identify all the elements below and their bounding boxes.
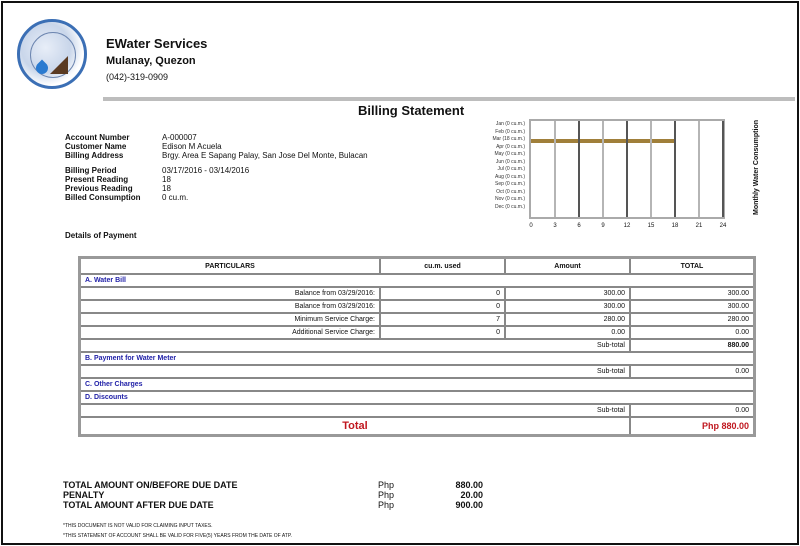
chart-category-label: Sep (0 cu.m.) bbox=[494, 181, 525, 187]
info-value: Edison M Acuela bbox=[162, 142, 222, 151]
chart-category-label: Oct (0 cu.m.) bbox=[496, 188, 525, 195]
header-particulars: PARTICULARS bbox=[80, 258, 381, 275]
details-of-payment-label: Details of Payment bbox=[65, 231, 137, 240]
cell-particular: Balance from 03/29/2016: bbox=[80, 300, 381, 313]
chart-category-label: Jan (0 cu.m.) bbox=[495, 121, 525, 127]
note-line: *THIS STATEMENT OF ACCOUNT SHALL BE VALID FOR FIVE(5) YEARS FROM THE DATE OF ATP. bbox=[63, 533, 292, 539]
section-row bbox=[80, 352, 755, 365]
chart-category-label: May (0 cu.m.) bbox=[494, 151, 525, 157]
chart-x-tick-label: 0 bbox=[529, 223, 533, 229]
subtotal-row bbox=[80, 365, 755, 378]
header-amount: Amount bbox=[505, 258, 630, 275]
section-other-charges: C. Other Charges bbox=[80, 378, 755, 391]
info-row bbox=[65, 133, 368, 142]
chart-gridline bbox=[698, 121, 700, 217]
cell-used: 0 bbox=[380, 287, 505, 300]
info-label: Account Number bbox=[65, 133, 130, 142]
section-row bbox=[80, 274, 755, 287]
chart-category-label: Jul (0 cu.m.) bbox=[497, 166, 525, 172]
chart-gridline bbox=[554, 121, 556, 217]
cell-total: 300.00 bbox=[630, 300, 755, 313]
chart-x-tick-label: 24 bbox=[719, 223, 727, 229]
company-address: Mulanay, Quezon bbox=[106, 55, 196, 67]
summary-row bbox=[63, 490, 483, 500]
info-row bbox=[65, 193, 368, 202]
info-value: A-000007 bbox=[162, 133, 197, 142]
summary-currency: Php bbox=[378, 500, 395, 510]
chart-x-tick-label: 9 bbox=[601, 223, 605, 229]
chart-x-tick-label: 15 bbox=[647, 223, 655, 229]
section-row bbox=[80, 378, 755, 391]
chart-x-tick-label: 18 bbox=[671, 223, 679, 229]
cell-used: 0 bbox=[380, 326, 505, 339]
info-label: Billing Period bbox=[65, 166, 117, 175]
chart-category-label: Apr (0 cu.m.) bbox=[496, 143, 525, 150]
subtotal-value: 0.00 bbox=[630, 365, 755, 378]
info-row bbox=[65, 184, 368, 193]
chart-gridline bbox=[674, 121, 676, 217]
summary-amount: 20.00 bbox=[460, 490, 483, 500]
summary-amount: 880.00 bbox=[455, 480, 483, 490]
info-value: 03/17/2016 - 03/14/2016 bbox=[162, 166, 250, 175]
cell-amount: 280.00 bbox=[505, 313, 630, 326]
header-total: TOTAL bbox=[630, 258, 755, 275]
cell-amount: 0.00 bbox=[505, 326, 630, 339]
info-label: Billing Address bbox=[65, 151, 124, 160]
header-cum-used: cu.m. used bbox=[380, 258, 505, 275]
subtotal-label: Sub-total bbox=[80, 339, 631, 352]
cell-total: 300.00 bbox=[630, 287, 755, 300]
page-title: Billing Statement bbox=[358, 103, 465, 118]
company-name: EWater Services bbox=[106, 36, 208, 51]
footer-notes bbox=[63, 521, 292, 541]
info-value: 0 cu.m. bbox=[162, 193, 189, 202]
cell-particular: Additional Service Charge: bbox=[80, 326, 381, 339]
subtotal-value: 0.00 bbox=[630, 404, 755, 417]
chart-x-tick-label: 3 bbox=[553, 223, 557, 229]
total-label: Total bbox=[80, 417, 631, 436]
chart-category-label: Aug (0 cu.m.) bbox=[494, 173, 525, 180]
table-row bbox=[80, 300, 755, 313]
table-header-row bbox=[80, 258, 755, 275]
table-row bbox=[80, 326, 755, 339]
chart-gridline bbox=[722, 121, 724, 217]
info-row bbox=[65, 151, 368, 160]
info-label: Billed Consumption bbox=[65, 193, 141, 202]
header-divider bbox=[103, 97, 795, 101]
info-label: Present Reading bbox=[65, 175, 129, 184]
consumption-chart bbox=[449, 115, 789, 235]
company-header bbox=[106, 36, 207, 82]
section-row bbox=[80, 391, 755, 404]
summary-currency: Php bbox=[378, 490, 395, 500]
chart-x-tick-label: 21 bbox=[695, 223, 703, 229]
section-water-bill: A. Water Bill bbox=[80, 274, 755, 287]
chart-category-label: Jun (0 cu.m.) bbox=[495, 158, 525, 165]
info-row bbox=[65, 142, 368, 151]
info-value: Brgy. Area E Sapang Palay, San Jose Del Monte, Bulacan bbox=[162, 151, 368, 160]
chart-title bbox=[753, 115, 763, 223]
company-phone: (042)-319-0909 bbox=[106, 72, 169, 82]
summary-currency: Php bbox=[378, 480, 395, 490]
summary-label: TOTAL AMOUNT AFTER DUE DATE bbox=[63, 500, 214, 510]
cell-total: 0.00 bbox=[630, 326, 755, 339]
cell-used: 0 bbox=[380, 300, 505, 313]
info-value: 18 bbox=[162, 184, 171, 193]
note-line: *THIS DOCUMENT IS NOT VALID FOR CLAIMING INPUT TAXES. bbox=[63, 523, 213, 529]
chart-gridline bbox=[602, 121, 604, 217]
summary-row bbox=[63, 480, 483, 490]
summary-amount: 900.00 bbox=[455, 500, 483, 510]
cell-total: 280.00 bbox=[630, 313, 755, 326]
section-discounts: D. Discounts bbox=[80, 391, 755, 404]
chart-category-label: Dec (0 cu.m.) bbox=[494, 203, 525, 210]
chart-x-tick-label: 12 bbox=[623, 223, 631, 229]
subtotal-value: 880.00 bbox=[630, 339, 755, 352]
account-info bbox=[65, 133, 368, 202]
chart-category-label: Mar (18 cu.m.) bbox=[492, 136, 525, 142]
summary-label: PENALTY bbox=[63, 490, 105, 500]
chart-y-labels bbox=[459, 121, 525, 211]
table-row bbox=[80, 287, 755, 300]
subtotal-label: Sub-total bbox=[80, 365, 631, 378]
info-label: Customer Name bbox=[65, 142, 127, 151]
chart-x-tick-label: 6 bbox=[577, 223, 581, 229]
summary-label: TOTAL AMOUNT ON/BEFORE DUE DATE bbox=[63, 480, 238, 490]
company-logo-icon bbox=[17, 19, 87, 89]
chart-gridline bbox=[650, 121, 652, 217]
info-row bbox=[65, 175, 368, 184]
summary-row bbox=[63, 500, 483, 510]
chart-gridline bbox=[578, 121, 580, 217]
total-value: Php 880.00 bbox=[630, 417, 755, 436]
table-row bbox=[80, 313, 755, 326]
section-water-meter: B. Payment for Water Meter bbox=[80, 352, 755, 365]
subtotal-row bbox=[80, 404, 755, 417]
cell-amount: 300.00 bbox=[505, 287, 630, 300]
subtotal-label: Sub-total bbox=[80, 404, 631, 417]
subtotal-row bbox=[80, 339, 755, 352]
chart-title-text: Monthly Water Consumption bbox=[753, 119, 760, 215]
chart-gridline bbox=[626, 121, 628, 217]
chart-plot-area bbox=[529, 119, 725, 219]
particulars-table bbox=[78, 256, 756, 437]
cell-particular: Balance from 03/29/2016: bbox=[80, 287, 381, 300]
info-row bbox=[65, 166, 368, 175]
billing-statement-page bbox=[1, 1, 799, 545]
cell-particular: Minimum Service Charge: bbox=[80, 313, 381, 326]
chart-category-label: Feb (0 cu.m.) bbox=[495, 128, 525, 135]
info-value: 18 bbox=[162, 175, 171, 184]
cell-used: 7 bbox=[380, 313, 505, 326]
amount-summary bbox=[63, 480, 483, 510]
chart-category-label: Nov (0 cu.m.) bbox=[494, 196, 525, 202]
info-label: Previous Reading bbox=[65, 184, 133, 193]
total-row bbox=[80, 417, 755, 436]
cell-amount: 300.00 bbox=[505, 300, 630, 313]
